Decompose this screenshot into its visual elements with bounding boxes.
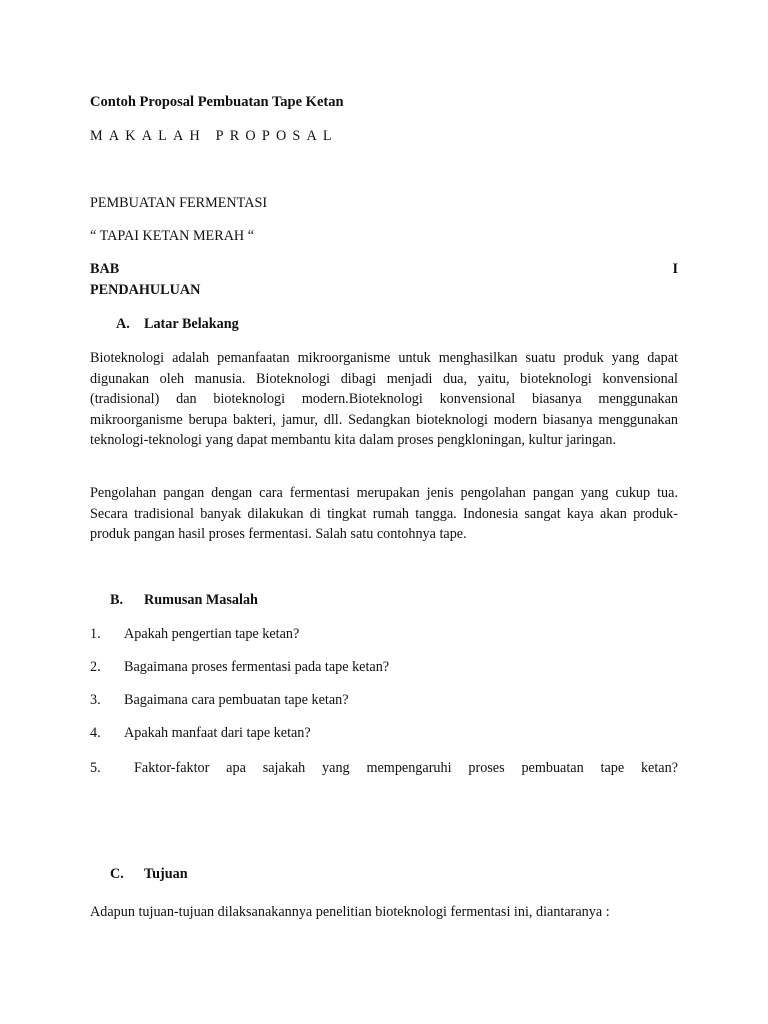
section-b-label: B. <box>110 592 124 608</box>
list-item-number: 3. <box>90 692 101 708</box>
section-b-title: Rumusan Masalah <box>144 592 258 608</box>
list-item-number: 4. <box>90 725 101 741</box>
section-a-heading <box>116 316 704 333</box>
chapter-name: PENDAHULUAN <box>90 282 201 298</box>
list-item-text: Faktor-faktor apa sajakah yang mempengaruhi proses pembuatan tape ketan? <box>134 760 678 776</box>
document-title: Contoh Proposal Pembuatan Tape Ketan <box>90 94 344 110</box>
list-item <box>90 659 678 676</box>
section-a-title: Latar Belakang <box>144 316 239 332</box>
document-product: “ TAPAI KETAN MERAH “ <box>90 228 255 244</box>
chapter-bab-label: BAB <box>90 261 120 277</box>
chapter-number: I <box>672 261 678 277</box>
list-item-number: 1. <box>90 626 101 642</box>
list-item-text: Bagaimana cara pembuatan tape ketan? <box>124 692 349 708</box>
list-item-text: Apakah pengertian tape ketan? <box>124 626 300 642</box>
section-a-label: A. <box>116 316 130 332</box>
section-c-label: C. <box>110 866 124 882</box>
section-a-paragraph-1: Bioteknologi adalah pemanfaatan mikroorganisme untuk menghasilkan suatu produk yang dapat digunakan oleh manusia. Bioteknologi dibagi menjadi dua, yaitu, bioteknologi konvensional (tradisional) dan bioteknologi modern.Bioteknologi konvensional biasanya menggunakan mikroorganisme berupa bakteri, jamur, dll. Sedangkan bioteknologi modern biasanya menggunakan teknologi-teknologi yang dapat membantu kita dalam proses pengkloningan, kultur jaringan. <box>90 350 678 449</box>
section-c-heading <box>110 866 698 883</box>
section-c-title: Tujuan <box>144 866 188 882</box>
list-item <box>90 626 678 643</box>
section-c-paragraph-1: Adapun tujuan-tujuan dilaksanakannya penelitian bioteknologi fermentasi ini, diantaranya : <box>90 904 610 920</box>
list-item <box>90 725 678 742</box>
list-item-number: 5. <box>90 760 101 776</box>
list-item <box>90 692 678 709</box>
document-topic: PEMBUATAN FERMENTASI <box>90 195 268 211</box>
list-item-text: Bagaimana proses fermentasi pada tape ketan? <box>124 659 390 675</box>
document-subtitle: MAKALAH PROPOSAL <box>90 128 338 144</box>
list-item <box>90 760 678 777</box>
list-item-text: Apakah manfaat dari tape ketan? <box>124 725 311 741</box>
chapter-heading <box>90 261 678 278</box>
section-b-heading <box>110 592 698 609</box>
section-a-paragraph-2: Pengolahan pangan dengan cara fermentasi merupakan jenis pengolahan pangan yang cukup tua. Secara tradisional banyak dilakukan di tingkat rumah tangga. Indonesia sangat kaya akan produk-produk pangan hasil proses fermentasi. Salah satu contohnya tape. <box>90 485 678 543</box>
list-item-number: 2. <box>90 659 101 675</box>
